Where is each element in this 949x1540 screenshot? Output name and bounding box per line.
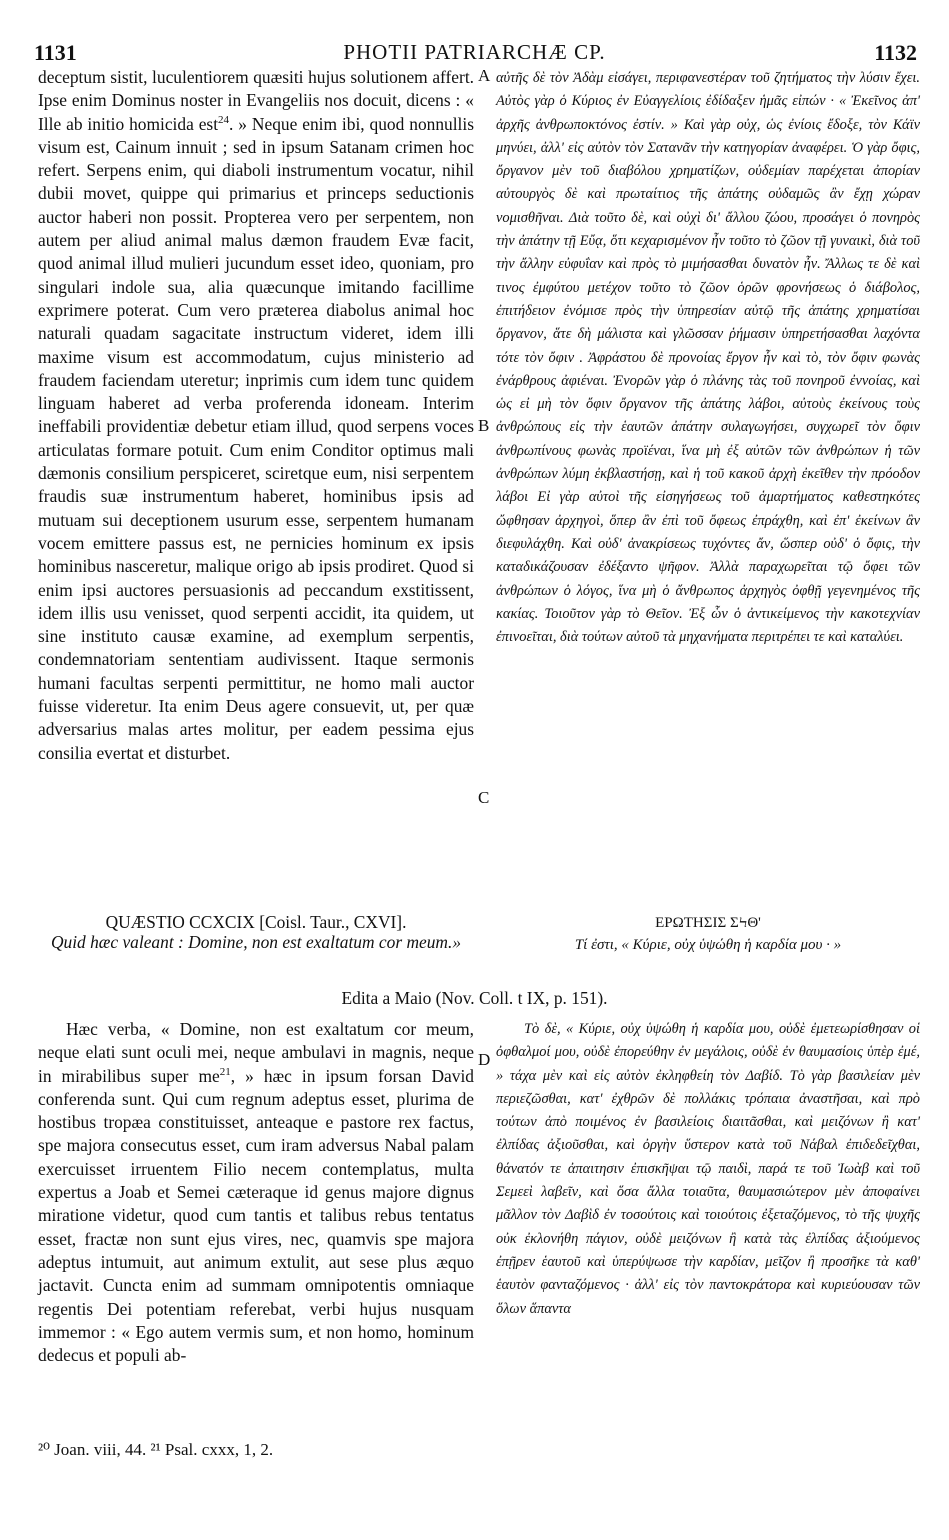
margin-letter-b: B <box>478 416 490 435</box>
latin-question-title: QUÆSTIO CCXCIX [Coisl. Taur., CXVI]. <box>105 912 407 932</box>
latin-paragraph-1 <box>38 66 474 765</box>
latin-question-subtitle: Quid hæc valeant : Domine, non est exaltatum cor meum.» <box>50 932 462 952</box>
greek-question-heading <box>496 912 920 956</box>
latin-column-top <box>38 66 474 765</box>
greek-paragraph-1: αὐτῆς δὲ τὸν Ἀδὰμ εἰσάγει, περιφανεστέραν τοῦ ζητήματος τὴν λύσιν ἔχει. Αὐτὸς γὰρ ὁ Κύριος ἐν Εὐαγγελίοις ἐδίδαξεν ἡμᾶς εἰπών · « Ἐκεῖνος ἀπ' ἀρχῆς ἀνθρωποκτόνος ἐστίν. » Καὶ γὰρ οὐχ, ὡς ἐνίοις ἔδοξε, τὸν Κάϊν μηνύει, ἀλλ' εἰς αὐτὸν τὸν Σατανᾶν τὴν κατηγορίαν ἀναφέρει. Ὁ γὰρ ὄφις, ὄργανον μὲν τοῦ διαβόλου χρηματίζων, οὐδεμίαν παρέχεται ἀπορίαν αὐτουργὸς δὲ καὶ πρωταίτιος τῆς ἀπάτης οὐδαμῶς ἂν ἔχῃ χώραν νομισθῆναι. Διὰ τοῦτο δὲ, καὶ οὐχὶ δι' ἄλλου ζώου, προσάγει ὁ πονηρὸς τὴν ἀπάτην τῇ Εὔᾳ, ὅτι κεχαρισμένον ἦν τοῦτο τὸ ζῶον τῇ γυναικὶ, διὰ τοῦ τὴν ἄλλην εὐφυΐαν καὶ πρὸς τὸ μιμήσασθαι δυνατὸν ἦν. Ἄλλως τε δὲ καὶ τινος ἐμφύτου μετέχον τοῦτο τὸ ζῶον ὁρῶν φρονήσεως ὁ διάβολος, ἐπιτήδειον ἐνόμισε πρὸς τὴν ὑπηρεσίαν αὐτῷ τῆς ἀπάτης χρηματίσαι ὄργανον, ἅτε δὴ μάλιστα καὶ γλῶσσαν ῥήμασιν ὑπηρετήσασθαι λαχόντα τότε τὸν ὄφιν . Ἀφράστου δὲ προνοίας ἔργον ἦν καὶ τὸ, τὸν ὄφιν φωνὰς ἐνάρθρους ἀφιέναι. Ἐνορῶν γὰρ ὁ πλάνης τὰς τοῦ πονηροῦ ἐννοίας, καὶ ὡς εἰ μὴ τὸν ὄφιν ὄργανον τῆς ἀπάτης λάβοι, αὐτοὺς ἐκείνους τοὺς ἀνθρώπους εἰς τὴν ἑαυτῶν ἀπάτην συλαγωγήσει, συγχωρεῖ τὸν ὄφιν ἀνθρωπίνους φωνὰς προϊέναι, ἵνα μὴ ἐξ αὐτῶν τῶν ἀνθρώπων ἡ τῶν ἀνθρώπων λύμη ἐκβλαστήσῃ, καὶ ἡ τοῦ κακοῦ ἀρχὴ ἐκεῖθεν τὴν πρόοδον λάβοι Εἰ γὰρ αὐτοὶ τῆς εἰσηγήσεως τοῦ ἁμαρτήματος καθεστηκότες ὤφθησαν ἀρχηγοὶ, ὅπερ ἂν ἐπὶ τοῦ ὄφεως ἐπράχθη, καὶ ἐπ' ἐκείνων ἂν διεφυλάχθη. Καὶ οὐδ' ἀνακρίσεως τυχόντες ἄν, ὥσπερ οὐδ' ὁ ὄφις, τὴν καταδικάζουσαν ἐδέξαντο ψῆφον. Ἀλλὰ παραχωρεῖται τῷ ὄφει τῶν ἀνθρώπων ὁ λόγος, ἵνα μὴ ὁ ἄνθρωπος ἀρχηγὸς ὀφθῇ γεγενημένος τῆς κακίας. Τοιοῦτον γὰρ τὸ Θεῖον. Ἐξ ὧν ὁ ἀντικείμενος τὴν κακοτεχνίαν ἐπινοεῖται, διὰ τούτων αὐτοῦ τὰ μηχανήματα περιτρέπει τε καὶ καταλύει. <box>496 70 920 646</box>
greek-question-title: ΕΡΩΤΗΣΙΣ ΣϞΘ' <box>655 915 761 931</box>
greek-column-top <box>496 67 920 649</box>
margin-letter-d: D <box>478 1050 491 1069</box>
latin-text-2b: , » hæc in ipsum forsan David conferenda sunt. Qui cum regnum adeptus esset, plurima de hostibus tropæa constituisset, anteaque e pastore rex factus, spe majora consecutus esset, cum iram adversus Nabal palam exercuisset irruentem Filio necem contemplatus, multa expertus a Joab et Semei cæteraque id genus majore dignus miratione videtur, quod cum tantis et talibus rebus tentatus esset, fractæ non sunt ejus vires, nec, quamvis spe majora adeptus intumuit, aut animum extulit, aut sese plus æquo jactavit. Cuncta enim ad summam omnipotentis omniaque regentis Dei potentiam referebat, verbi hujus nusquam immemor : « Ego autem vermis sum, et non homo, hominum dedecus et populi ab- <box>38 1065 474 1366</box>
greek-question-subtitle: Τί ἐστι, « Κύριε, οὐχ ὑψώθη ἡ καρδία μου · » <box>574 937 842 953</box>
margin-letter-a: A <box>478 66 491 85</box>
page-number-right: 1132 <box>874 40 917 65</box>
running-title: PHOTII PATRIARCHÆ CP. <box>343 40 606 64</box>
latin-text-1b: . » Neque enim ibi, quod nonnullis visum est, Cainum innuit ; sed in ipsum Satanam crimen hoc refert. Serpens enim, qui diaboli instrumentum vocatur, nihil dubii movet, quippe qui primarius et princeps seductionis auctor haberi non possit. Propterea vero per serpentem, non autem per aliud animal malus dæmon fraudem Evæ facit, quod animal illud mulieri jucundum esset ideo, quoniam, pro singulari indole sua, alia quæcunque imitando facillime exprimere poterat. Cum vero præterea diabolus animal hoc naturali quadam sagacitate instructum videret, idem illi maxime visum est accommodatum, cujus ministerio ad fraudem faciendam uteretur; inprimis cum idem tunc quidem linguam haberet ad verba proferenda idoneam. Interim ineffabili providentiæ debetur etiam illud, quod serpens voces articulatas formare potuit. Cum enim Conditor optimus mali dæmonis consilium perspiceret, sciretque eum, nisi serpentem fraudis suæ instrumentum haberet, hominibus ipsis ad mutuam sui deceptionem usurum esse, serpentem humanam vocem emittere passus est, ne pernicies hominum ex ipsis hominibus nasceretur, malique origo ab ipsis prodiret. Quod si enim ipsi auctores persuasionis ad peccandum exstitissent, idem illis usu venisset, quod serpenti accidit, ita quidem, ut sine instituto causæ examine, ad exemplum serpentis, condemnatoriam sententiam audivissent. Itaque sermonis humani facultas serpenti permittitur, ne homo mali auctor fuisse videretur. Ita enim Deus agere consuevit, ut, per quæ adversarius malas artes molitur, per eadem pessima ejus consilia evertat et disturbet. <box>38 113 474 763</box>
latin-question-heading <box>38 912 474 952</box>
latin-column-bottom <box>38 1018 474 1367</box>
page-header <box>0 6 949 65</box>
footnote-ref-21: 21 <box>219 1065 231 1078</box>
page-number-left: 1131 <box>34 40 77 65</box>
greek-column-bottom <box>496 1018 920 1321</box>
margin-letter-c: C <box>478 788 490 807</box>
greek-paragraph-2: Τὸ δὲ, « Κύριε, οὐχ ὑψώθη ἡ καρδία μου, οὐδὲ ἐμετεωρίσθησαν οἱ ὀφθαλμοί μου, οὐδὲ ἐπορεύθην ἐν μεγάλοις, οὐδὲ ἐν θαυμασίοις ὑπὲρ ἐμέ, » τάχα μὲν καὶ εἰς αὐτὸν ἐκληφθείη τὸν Δαβίδ. Τὸ γὰρ βασιλείαν μὲν περιεζῶσθαι, κατ' ἐχθρῶν δὲ πολλάκις τρόπαια ἀναστῆσαι, καὶ πρὸ τούτων ἀπὸ ποιμένος ἐν βασιλείοις διαιτᾶσθαι, καὶ μειζόνων ἢ κατ' ἐλπίδας ἀξιοῦσθαι, καὶ ὀργὴν ὕστερον κατὰ τοῦ Νάβαλ ἐπιδεδεῖχθαι, θάνατόν τε ἀπαιτησιν ἐπισκῆψαι τῷ παιδὶ, παρά τε τοῦ Ἰωὰβ καὶ τοῦ Σεμεεὶ λαβεῖν, καὶ ὅσα ἄλλα τοιαῦτα, θαυμασιώτερον μὲν ἀποφαίνει μᾶλλον τὸν Δαβὶδ ἐν τοσούτοις καὶ τοιούτοις ἐξεταζόμενος, τὸ τῆς ψυχῆς οὐκ ἐκλονήθη πάγιον, οὐδὲ μειζόνων ἢ κατὰ τὰς ἐλπίδας ἀξιούμενος ἐπῇρεν ἑαυτοῦ καὶ ὑπερύψωσε τὴν καρδίαν, μεῖζον ἢ προσῆκε τὰ καθ' ἑαυτὸν φανταζόμενος · ἀλλ' εἰς τὸν παντοκράτορα καὶ κυριεύουσαν τῶν ὅλων ἅπαντα <box>496 1021 920 1317</box>
footnotes: ²⁰ Joan. viii, 44. ²¹ Psal. cxxx, 1, 2. <box>38 1440 274 1459</box>
footnote-ref-24: 24 <box>218 113 230 126</box>
latin-text-1a: deceptum sistit, luculentiorem quæsiti hujus solutionem affert. Ipse enim Dominus noster in Evangeliis nos docuit, dicens : « Ille ab initio homicida est <box>38 67 474 134</box>
latin-paragraph-2 <box>38 1018 474 1367</box>
edition-note: Edita a Maio (Nov. Coll. t IX, p. 151). <box>341 988 608 1008</box>
latin-text-2a: Hæc verba, « Domine, non est exaltatum cor meum, neque elati sunt oculi mei, neque ambulavi in magnis, neque in mirabilibus super me <box>38 1019 474 1086</box>
